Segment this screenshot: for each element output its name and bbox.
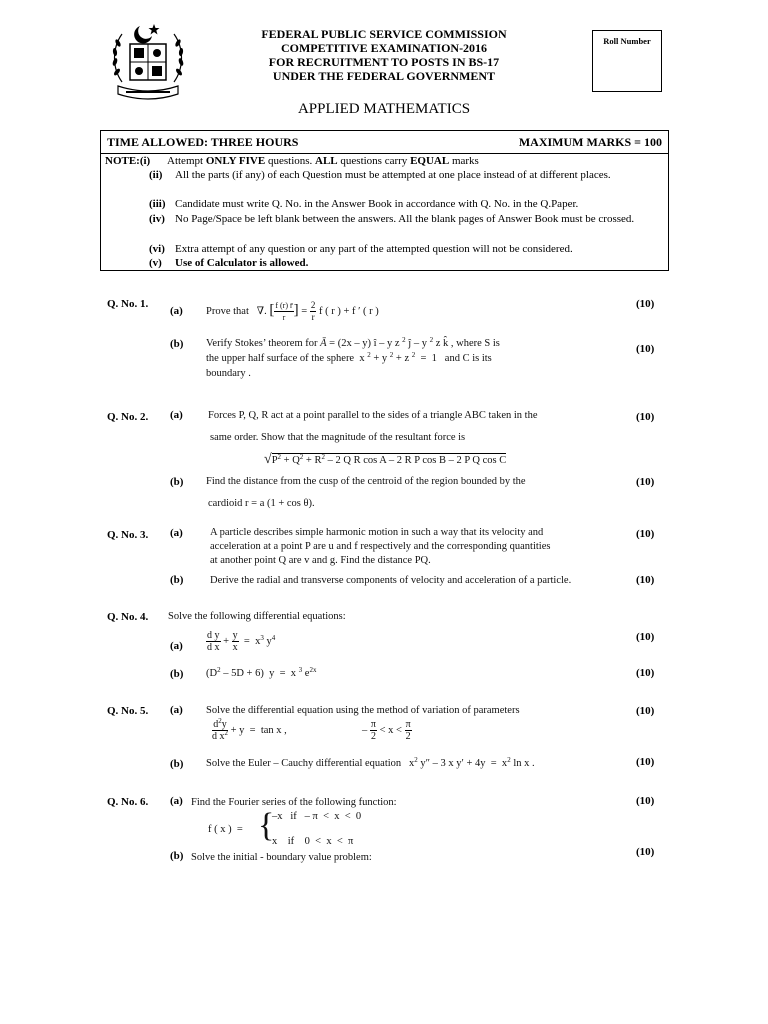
q1b-text: Verify Stokes’ theorem for Ā = (2x – y) î – y z $^2$ ĵ – y $^2$ z k̂ , where S is the upper half surface of the sphere x $^2$ + y $^2$ + z $^2$ = 1 and C is its boundary . [206,336,500,379]
note-text-6: Use of Calculator is allowed. [175,257,309,269]
instructions-box [100,130,669,271]
q4-number: Q. No. 4. [107,611,149,623]
q2a-text2: same order. Show that the magnitude of the resultant force is [210,432,466,443]
q6-number: Q. No. 6. [107,796,149,808]
note-label-2: (ii) [149,169,163,181]
q6b-text: Solve the initial - boundary value problem: [191,852,372,863]
q2a-marks: (10) [636,411,655,423]
q4b-formula: $(D^2 - 5D + 6) y = x$ $^3$ $e^{2x}$ [206,666,317,679]
q2b-text2: cardioid r = a (1 + cos θ). [208,498,315,509]
maximum-marks: MAXIMUM MARKS = 100 [518,135,662,149]
q3b-label: (b) [170,574,184,586]
q6a-formula: f ( x ) = { –x if – π < x < 0 x if 0 < x < π [208,807,362,847]
q5b-label: (b) [170,758,184,770]
q1b-label: (b) [170,338,184,350]
note-label-3: (iii) [149,198,166,210]
q4-intro: Solve the following differential equations: [168,611,346,622]
q1a-formula: ∇. [ $\frac{f (r) r̄}{r}$ ] = $\frac{2}{r}$ f ( r ) + f ′ ( r ) [251,300,379,322]
q5a-formula: $\frac{d^2y}{d x^2}$ + y = tan x , – $\frac{\pi}{2}$ < x < $\frac{\pi}{2}$ [212,717,411,742]
q2a-label: (a) [170,409,183,421]
q6a-text: Find the Fourier series of the following function: [191,797,397,808]
q2a-formula: $√P^2 + Q^2 + R^2 - 2$ Q R cos A – 2 R P cos B – 2 P Q cos C [264,452,507,467]
note-label-1: NOTE:(i) [105,155,151,167]
note-label-4: (iv) [149,213,165,225]
q6b-marks: (10) [636,846,655,858]
q5b-marks: (10) [636,756,655,768]
q1a-marks: (10) [636,298,655,310]
q4b-label: (b) [170,668,184,680]
q5-number: Q. No. 5. [107,705,149,717]
q3b-marks: (10) [636,574,655,586]
q2-number: Q. No. 2. [107,411,149,423]
q4a-formula: $\frac{\text{d y}}{\text{d x}}$ + $\frac{y}{x}$ = $x^3$ $y^4$ [207,630,276,653]
header-line-1: FEDERAL PUBLIC SERVICE COMMISSION [261,27,507,41]
subject-title: APPLIED MATHEMATICS [297,101,471,117]
q3a-marks: (10) [636,528,655,540]
q2b-text1: Find the distance from the cusp of the centroid of the region bounded by the [206,476,526,487]
note-label-6: (v) [149,257,162,269]
q5a-marks: (10) [636,705,655,717]
q6a-marks: (10) [636,795,655,807]
q4a-label: (a) [170,640,183,652]
q2b-label: (b) [170,476,184,488]
q6a-label: (a) [170,795,183,807]
roll-number-label: Roll Number [603,36,651,46]
note-text-3: Candidate must write Q. No. in the Answer Book in accordance with Q. No. in the Q.Paper. [175,198,579,210]
q5a-text: Solve the differential equation using the method of variation of parameters [206,705,520,716]
time-marks-row [101,131,668,154]
q1-number: Q. No. 1. [107,298,149,310]
header-line-2: COMPETITIVE EXAMINATION-2016 [280,41,488,55]
q3b-text: Derive the radial and transverse components of velocity and acceleration of a particle. [210,575,572,586]
note-text-4: No Page/Space be left blank between the answers. All the blank pages of Answer Book must be crossed. [175,213,635,225]
note-text-2: All the parts (if any) of each Question must be attempted at one place instead of at different places. [175,169,611,181]
time-allowed: TIME ALLOWED: THREE HOURS [107,135,299,149]
note-label-5: (vi) [149,243,165,255]
q5b-text: Solve the Euler – Cauchy differential equation $x^2$ y″ – 3 x $y' + 4y = x^2$ ln x . [206,756,535,769]
q4b-marks: (10) [636,667,655,679]
q6b-label: (b) [170,850,184,862]
q1b-marks: (10) [636,343,655,355]
q1a-text: Prove that ∇. [ $\frac{f (r) r̄}{r}$ ] = $\frac{2}{r}$ f ( r ) + f ′ ( r ) [206,300,379,322]
header-line-3: FOR RECRUITMENT TO POSTS IN BS-17 [268,55,500,69]
q3-number: Q. No. 3. [107,529,149,541]
q2a-text1: Forces P, Q, R act at a point parallel to the sides of a triangle ABC taken in the [208,410,538,421]
q2b-marks: (10) [636,476,655,488]
header-line-4: UNDER THE FEDERAL GOVERNMENT [272,69,496,83]
q3a-text: A particle describes simple harmonic motion in such a way that its velocity and acceleration at a point P are u and f respectively and the corresponding quantities at another point Q are v and g. Find the distance PQ. [210,527,551,566]
note-text-5: Extra attempt of any question or any part of the attempted question will not be considered. [175,243,573,255]
q3a-label: (a) [170,527,183,539]
note-text-1: Attempt ONLY FIVE questions. ALL questions carry EQUAL marks [167,155,479,167]
roll-number-box [592,30,662,92]
q5a-label: (a) [170,704,183,716]
q4a-marks: (10) [636,631,655,643]
q1a-label: (a) [170,305,183,317]
